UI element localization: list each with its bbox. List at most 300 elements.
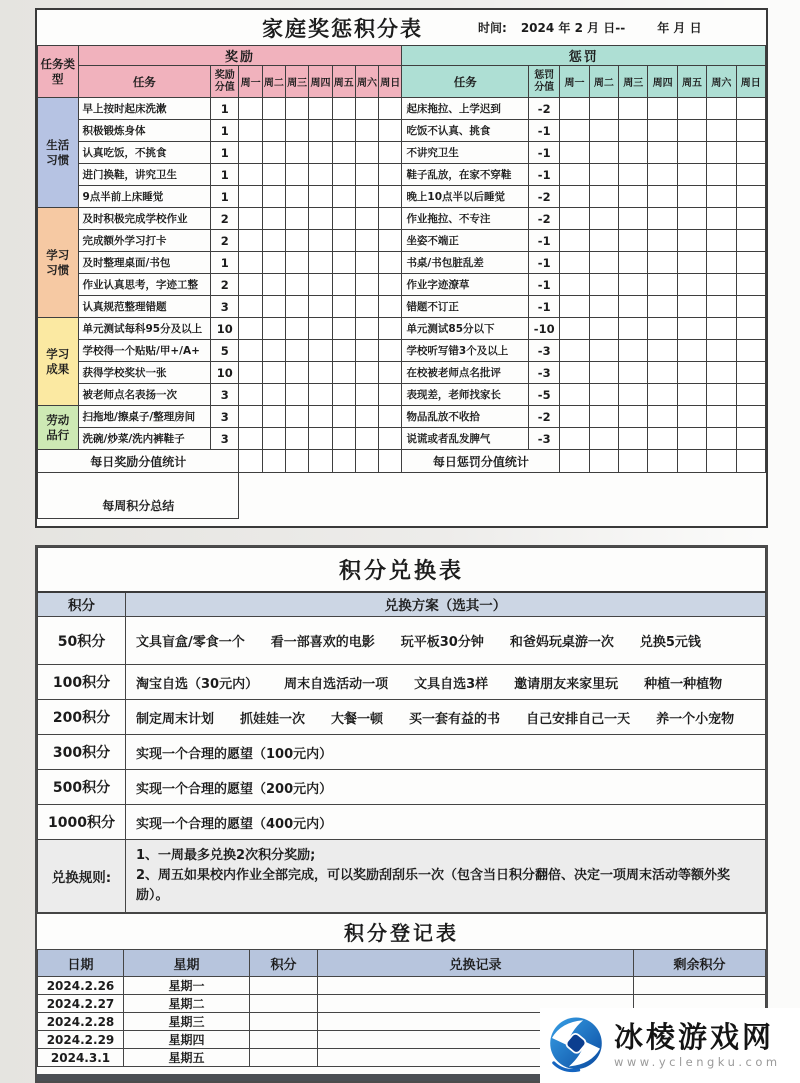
reward-score-cell: 1 <box>211 120 239 142</box>
reward-day-cell <box>286 98 309 120</box>
reward-task-cell: 认真吃饭，不挑食 <box>78 142 211 164</box>
punish-day-cell <box>736 384 765 406</box>
reward-day-cell <box>262 428 285 450</box>
reward-day-cell <box>239 340 262 362</box>
registration-points-cell <box>250 995 318 1013</box>
reward-task-cell: 认真规范整理错题 <box>78 296 211 318</box>
exchange-points-cell: 300积分 <box>38 735 126 770</box>
punish-day-cell <box>619 318 648 340</box>
reward-day-cell <box>262 208 285 230</box>
exchange-option: 和爸妈玩桌游一次 <box>509 635 614 650</box>
exchange-points-cell: 100积分 <box>38 665 126 700</box>
punish-score-cell: -1 <box>529 296 560 318</box>
site-watermark <box>540 1008 800 1083</box>
punish-day-cell <box>677 340 706 362</box>
registration-remaining-cell <box>634 977 766 995</box>
reward-day-cell <box>309 406 332 428</box>
reward-summary-day-cell <box>262 450 285 473</box>
reward-daily-summary-label: 每日奖励分值统计 <box>38 450 239 473</box>
punish-day-cell <box>619 406 648 428</box>
punish-task-cell: 物品乱放不收拾 <box>402 406 529 428</box>
punish-score-cell: -1 <box>529 164 560 186</box>
exchange-options <box>130 778 761 797</box>
exchange-option: 淘宝自选（30元内） <box>136 676 259 692</box>
reward-day-cell <box>286 164 309 186</box>
reward-summary-day-cell <box>355 450 378 473</box>
registration-date-cell: 2024.2.28 <box>38 1013 124 1031</box>
punish-day-cell <box>736 274 765 296</box>
reward-day-cell <box>239 142 262 164</box>
punish-day-cell <box>648 296 677 318</box>
punish-day-cell <box>648 384 677 406</box>
punish-day-cell <box>648 208 677 230</box>
reward-day-cell <box>355 208 378 230</box>
reward-day-cell <box>332 164 355 186</box>
reward-day-cell <box>239 186 262 208</box>
registration-row <box>38 977 766 995</box>
exchange-points-cell: 200积分 <box>38 700 126 735</box>
punish-day-cell <box>619 186 648 208</box>
punish-day-cell <box>560 252 589 274</box>
reward-day-cell <box>262 142 285 164</box>
punish-day-cell <box>589 296 618 318</box>
reward-day-cell <box>239 230 262 252</box>
punish-day-cell <box>648 406 677 428</box>
reward-day-cell <box>239 362 262 384</box>
time-value-start: 2024 年 2 月 日-- <box>520 21 626 35</box>
reward-day-cell <box>379 142 402 164</box>
exchange-option: 实现一个合理的愿望（400元内） <box>136 816 333 832</box>
reward-day-cell <box>332 296 355 318</box>
category-cell: 学习 习惯 <box>38 208 79 318</box>
exchange-option: 买一套有益的书 <box>409 711 501 727</box>
punish-day-cell <box>677 362 706 384</box>
reward-task-cell: 单元测试每科95分及以上 <box>78 318 211 340</box>
registration-date-cell: 2024.2.26 <box>38 977 124 995</box>
punish-day-cell <box>560 142 589 164</box>
reward-day-cell <box>309 296 332 318</box>
reward-day-cell <box>239 318 262 340</box>
reward-day-cell <box>239 274 262 296</box>
punish-day-cell <box>589 230 618 252</box>
punish-task-cell: 鞋子乱放，在家不穿鞋 <box>402 164 529 186</box>
punish-score-cell: -3 <box>529 362 560 384</box>
punish-day-cell <box>677 252 706 274</box>
reward-day-cell <box>286 362 309 384</box>
reward-day-cell <box>239 296 262 318</box>
registration-date-header: 日期 <box>38 950 124 977</box>
reward-day-cell <box>355 98 378 120</box>
punish-day-cell <box>619 98 648 120</box>
punish-day-header: 周一 <box>560 66 589 98</box>
exchange-option: 制定周末计划 <box>136 711 215 727</box>
exchange-options <box>130 708 761 727</box>
reward-day-cell <box>239 120 262 142</box>
exchange-option: 文具盲盒/零食一个 <box>136 635 245 650</box>
punish-day-cell <box>677 208 706 230</box>
punish-score-cell: -1 <box>529 252 560 274</box>
punish-day-cell <box>736 362 765 384</box>
reward-day-cell <box>355 318 378 340</box>
reward-day-cell <box>262 274 285 296</box>
punish-score-cell: -2 <box>529 98 560 120</box>
reward-score-cell: 10 <box>211 318 239 340</box>
reward-score-cell: 2 <box>211 274 239 296</box>
punish-day-cell <box>619 120 648 142</box>
punish-day-cell <box>677 98 706 120</box>
punish-day-cell <box>677 406 706 428</box>
reward-day-cell <box>239 208 262 230</box>
bingleng-logo-icon <box>544 1014 608 1078</box>
reward-day-cell <box>286 384 309 406</box>
exchange-options <box>130 743 761 762</box>
exchange-option: 实现一个合理的愿望（200元内） <box>136 781 333 797</box>
exchange-plan-cell <box>126 805 766 840</box>
category-cell: 学习 成果 <box>38 318 79 406</box>
reward-day-cell <box>355 428 378 450</box>
punish-day-cell <box>648 252 677 274</box>
reward-day-header: 周一 <box>239 66 262 98</box>
registration-weekday-cell: 星期二 <box>124 995 250 1013</box>
reward-day-cell <box>286 296 309 318</box>
reward-score-cell: 1 <box>211 164 239 186</box>
punish-day-cell <box>619 428 648 450</box>
registration-points-cell <box>250 1031 318 1049</box>
punish-day-cell <box>648 98 677 120</box>
exchange-plan-cell <box>126 700 766 735</box>
punish-score-cell: -1 <box>529 142 560 164</box>
reward-day-cell <box>309 142 332 164</box>
reward-day-cell <box>332 406 355 428</box>
punish-day-cell <box>560 274 589 296</box>
reward-day-cell <box>239 428 262 450</box>
reward-day-cell <box>332 384 355 406</box>
punish-day-cell <box>677 318 706 340</box>
reward-day-cell <box>332 318 355 340</box>
punish-task-cell: 坐姿不端正 <box>402 230 529 252</box>
reward-day-cell <box>309 230 332 252</box>
punish-day-cell <box>589 428 618 450</box>
reward-table-title: 家庭奖惩积分表 <box>262 16 423 41</box>
reward-score-cell: 1 <box>211 252 239 274</box>
watermark-site-name: 冰棱游戏网 <box>614 1019 775 1054</box>
punish-day-cell <box>648 230 677 252</box>
exchange-plan-cell <box>126 617 766 665</box>
punish-day-cell <box>589 142 618 164</box>
punish-day-cell <box>707 142 736 164</box>
exchange-table-title: 积分兑换表 <box>38 548 766 592</box>
reward-day-cell <box>286 428 309 450</box>
exchange-plan-column-header: 兑换方案（选其一） <box>126 592 766 617</box>
punish-day-cell <box>677 296 706 318</box>
exchange-option: 看一部喜欢的电影 <box>270 635 375 650</box>
points-exchange-table <box>37 547 766 913</box>
reward-day-cell <box>379 186 402 208</box>
punish-day-cell <box>648 428 677 450</box>
punish-day-cell <box>707 252 736 274</box>
reward-day-cell <box>355 252 378 274</box>
reward-day-cell <box>286 186 309 208</box>
exchange-option: 兑换5元钱 <box>639 635 701 650</box>
reward-day-cell <box>355 186 378 208</box>
reward-day-cell <box>355 230 378 252</box>
reward-task-cell: 完成额外学习打卡 <box>78 230 211 252</box>
registration-weekday-header: 星期 <box>124 950 250 977</box>
reward-score-cell: 3 <box>211 384 239 406</box>
punish-summary-day-cell <box>619 450 648 473</box>
reward-day-cell <box>262 186 285 208</box>
punish-day-header: 周三 <box>619 66 648 98</box>
punish-summary-day-cell <box>707 450 736 473</box>
reward-task-column-header: 任务 <box>78 66 211 98</box>
reward-day-cell <box>355 142 378 164</box>
reward-day-cell <box>355 296 378 318</box>
reward-day-cell <box>379 230 402 252</box>
punish-summary-day-cell <box>560 450 589 473</box>
reward-section-header: 奖励 <box>78 46 402 66</box>
time-value-end: 年 月 日 <box>657 21 702 35</box>
reward-task-cell: 扫拖地/擦桌子/整理房间 <box>78 406 211 428</box>
punish-day-cell <box>677 142 706 164</box>
punishment-section-header: 惩罚 <box>402 46 766 66</box>
punish-task-cell: 表现差，老师找家长 <box>402 384 529 406</box>
reward-score-cell: 10 <box>211 362 239 384</box>
reward-day-cell <box>379 384 402 406</box>
reward-day-cell <box>379 164 402 186</box>
reward-day-cell <box>286 274 309 296</box>
punish-day-cell <box>589 384 618 406</box>
reward-day-cell <box>355 274 378 296</box>
reward-day-header: 周四 <box>309 66 332 98</box>
reward-summary-day-cell <box>239 450 262 473</box>
punish-day-cell <box>736 318 765 340</box>
punish-day-cell <box>648 142 677 164</box>
punish-day-cell <box>589 120 618 142</box>
punish-task-cell: 书桌/书包脏乱差 <box>402 252 529 274</box>
registration-points-header: 积分 <box>250 950 318 977</box>
punish-day-cell <box>736 340 765 362</box>
reward-day-cell <box>262 406 285 428</box>
registration-date-cell: 2024.3.1 <box>38 1049 124 1067</box>
registration-record-cell <box>318 977 634 995</box>
punish-task-cell: 错题不订正 <box>402 296 529 318</box>
punish-day-cell <box>648 362 677 384</box>
reward-day-cell <box>309 274 332 296</box>
punish-task-column-header: 任务 <box>402 66 529 98</box>
exchange-option: 种植一种植物 <box>644 676 723 692</box>
punish-day-cell <box>589 340 618 362</box>
exchange-option: 大餐一顿 <box>331 711 384 727</box>
reward-score-cell: 1 <box>211 186 239 208</box>
reward-score-column-header: 奖励分值 <box>211 66 239 98</box>
punish-day-cell <box>589 274 618 296</box>
registration-remaining-header: 剩余积分 <box>634 950 766 977</box>
punish-day-cell <box>619 142 648 164</box>
exchange-points-cell: 500积分 <box>38 770 126 805</box>
punish-day-cell <box>648 164 677 186</box>
punish-day-cell <box>560 428 589 450</box>
reward-day-cell <box>355 120 378 142</box>
reward-day-cell <box>286 208 309 230</box>
punish-day-cell <box>619 252 648 274</box>
punish-day-cell <box>619 362 648 384</box>
punish-task-cell: 晚上10点半以后睡觉 <box>402 186 529 208</box>
reward-task-cell: 早上按时起床洗漱 <box>78 98 211 120</box>
registration-points-cell <box>250 1049 318 1067</box>
reward-day-cell <box>262 362 285 384</box>
reward-score-cell: 3 <box>211 428 239 450</box>
punish-day-cell <box>648 274 677 296</box>
punish-day-cell <box>707 186 736 208</box>
reward-day-cell <box>262 252 285 274</box>
exchange-option: 邀请朋友来家里玩 <box>514 676 619 692</box>
punish-day-cell <box>736 120 765 142</box>
watermark-text <box>614 1019 781 1070</box>
punish-day-header: 周日 <box>736 66 765 98</box>
punish-day-cell <box>619 384 648 406</box>
punish-day-cell <box>707 406 736 428</box>
reward-task-cell: 作业认真思考，字迹工整 <box>78 274 211 296</box>
punish-day-cell <box>707 296 736 318</box>
reward-task-cell: 9点半前上床睡觉 <box>78 186 211 208</box>
reward-summary-day-cell <box>309 450 332 473</box>
exchange-plan-cell <box>126 735 766 770</box>
registration-date-cell: 2024.2.27 <box>38 995 124 1013</box>
reward-day-cell <box>309 318 332 340</box>
exchange-option: 实现一个合理的愿望（100元内） <box>136 746 333 762</box>
reward-day-cell <box>332 142 355 164</box>
punish-summary-day-cell <box>736 450 765 473</box>
punish-task-cell: 学校听写错3个及以上 <box>402 340 529 362</box>
registration-weekday-cell: 星期四 <box>124 1031 250 1049</box>
punish-day-cell <box>736 296 765 318</box>
punish-day-cell <box>677 230 706 252</box>
punish-task-cell: 在校被老师点名批评 <box>402 362 529 384</box>
punish-task-cell: 作业拖拉、不专注 <box>402 208 529 230</box>
punish-day-cell <box>560 296 589 318</box>
punish-score-column-header: 惩罚分值 <box>529 66 560 98</box>
punish-day-cell <box>736 428 765 450</box>
punish-day-cell <box>736 186 765 208</box>
punish-summary-day-cell <box>648 450 677 473</box>
reward-table-time <box>478 19 702 36</box>
punish-day-header: 周四 <box>648 66 677 98</box>
reward-day-cell <box>379 340 402 362</box>
registration-table-title: 积分登记表 <box>37 913 766 949</box>
exchange-points-column-header: 积分 <box>38 592 126 617</box>
punish-task-cell: 单元测试85分以下 <box>402 318 529 340</box>
reward-day-cell <box>309 340 332 362</box>
reward-score-cell: 2 <box>211 208 239 230</box>
reward-punishment-card <box>35 8 768 528</box>
reward-day-cell <box>309 384 332 406</box>
punish-day-cell <box>560 208 589 230</box>
exchange-rule-line-2: 2、周五如果校内作业全部完成，可以奖励刮刮乐一次（包含当日积分翻倍、决定一项周末活动等额外奖励）。 <box>136 868 731 904</box>
reward-task-cell: 进门换鞋，讲究卫生 <box>78 164 211 186</box>
exchange-rules-body <box>126 840 766 913</box>
reward-day-cell <box>262 164 285 186</box>
task-type-header: 任务类型 <box>38 46 79 98</box>
reward-day-cell <box>262 98 285 120</box>
punish-day-cell <box>736 98 765 120</box>
reward-day-cell <box>332 362 355 384</box>
punish-day-cell <box>560 340 589 362</box>
punish-day-cell <box>648 120 677 142</box>
exchange-option: 养一个小宠物 <box>656 711 735 727</box>
reward-summary-day-cell <box>286 450 309 473</box>
punish-day-cell <box>619 230 648 252</box>
reward-day-cell <box>355 164 378 186</box>
reward-day-cell <box>262 296 285 318</box>
punish-day-cell <box>560 164 589 186</box>
punish-score-cell: -10 <box>529 318 560 340</box>
punish-day-cell <box>677 186 706 208</box>
punish-task-cell: 不讲究卫生 <box>402 142 529 164</box>
punish-day-cell <box>589 208 618 230</box>
reward-score-cell: 2 <box>211 230 239 252</box>
punish-day-cell <box>736 208 765 230</box>
punish-task-cell: 起床拖拉、上学迟到 <box>402 98 529 120</box>
punish-daily-summary-label: 每日惩罚分值统计 <box>402 450 560 473</box>
punish-day-cell <box>648 340 677 362</box>
reward-day-cell <box>309 164 332 186</box>
reward-score-cell: 5 <box>211 340 239 362</box>
reward-day-cell <box>379 120 402 142</box>
punish-day-cell <box>589 164 618 186</box>
punish-day-cell <box>707 274 736 296</box>
punish-score-cell: -2 <box>529 406 560 428</box>
reward-day-header: 周日 <box>379 66 402 98</box>
reward-day-cell <box>286 120 309 142</box>
reward-day-cell <box>286 252 309 274</box>
punish-day-cell <box>560 186 589 208</box>
reward-day-cell <box>379 252 402 274</box>
punish-day-cell <box>736 406 765 428</box>
reward-day-cell <box>309 98 332 120</box>
punish-day-cell <box>619 296 648 318</box>
punish-day-cell <box>707 428 736 450</box>
exchange-options <box>130 813 761 832</box>
exchange-registration-card <box>35 545 768 1083</box>
reward-task-cell: 获得学校奖状一张 <box>78 362 211 384</box>
exchange-option: 文具自选3样 <box>414 676 489 692</box>
category-cell: 劳动 品行 <box>38 406 79 450</box>
punish-day-cell <box>560 362 589 384</box>
weekly-summary-empty <box>239 473 766 519</box>
punish-score-cell: -1 <box>529 230 560 252</box>
registration-weekday-cell: 星期三 <box>124 1013 250 1031</box>
punish-score-cell: -2 <box>529 208 560 230</box>
punish-day-cell <box>736 252 765 274</box>
reward-day-header: 周六 <box>355 66 378 98</box>
reward-day-cell <box>332 428 355 450</box>
category-cell: 生活 习惯 <box>38 98 79 208</box>
punish-day-cell <box>560 406 589 428</box>
punish-task-cell: 作业字迹潦草 <box>402 274 529 296</box>
reward-day-cell <box>332 340 355 362</box>
punish-score-cell: -2 <box>529 186 560 208</box>
reward-task-cell: 洗碗/炒菜/洗内裤鞋子 <box>78 428 211 450</box>
punish-day-cell <box>589 98 618 120</box>
reward-day-cell <box>239 164 262 186</box>
reward-day-cell <box>332 230 355 252</box>
punish-day-cell <box>677 164 706 186</box>
reward-task-cell: 积极锻炼身体 <box>78 120 211 142</box>
punish-day-cell <box>589 362 618 384</box>
punish-summary-day-cell <box>677 450 706 473</box>
punish-day-cell <box>707 98 736 120</box>
reward-task-cell: 学校得一个贴贴/甲+/A+ <box>78 340 211 362</box>
